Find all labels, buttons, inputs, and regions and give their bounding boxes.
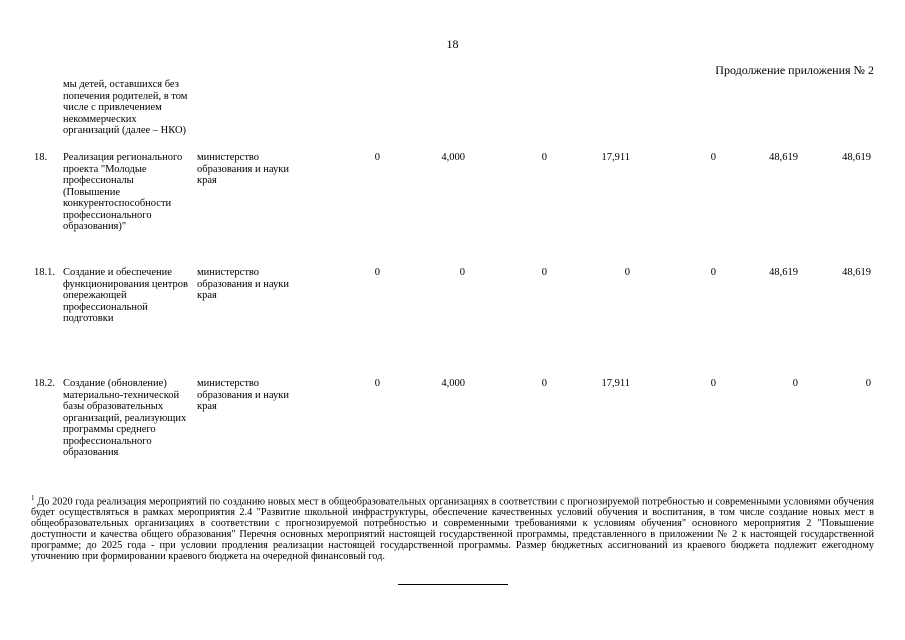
value-cell: 48,619 <box>842 152 871 163</box>
value-cell: 48,619 <box>769 267 798 278</box>
value-cell: 0 <box>541 152 547 163</box>
activity-name: Создание (обновление) материально-технической базы образовательных организаций, реализующих программы среднего профессионального образования <box>63 378 187 458</box>
value-cell: 0 <box>459 267 465 278</box>
row-number: 18. <box>34 152 48 163</box>
value-cell: 48,619 <box>842 267 871 278</box>
appendix-continuation-label: Продолжение приложения № 2 <box>715 63 874 77</box>
footnote <box>31 493 874 562</box>
value-cell: 48,619 <box>769 152 798 163</box>
value-cell: 0 <box>710 152 716 163</box>
value-cell: 0 <box>541 378 547 389</box>
activity-name: Создание и обеспечение функционирования центров опережающей профессиональной подготовки <box>63 267 188 324</box>
activity-name: Реализация регионального проекта "Молодые профессионалы (Повышение конкурентоспособности профессионального образования)" <box>63 152 183 232</box>
executor: министерство образования и науки края <box>197 267 289 301</box>
page-number: 18 <box>446 37 459 51</box>
row-number: 18.2. <box>34 378 55 389</box>
footnote-marker: 1 <box>31 494 35 502</box>
continued-cell-text: мы детей, оставшихся без попечения родителей, в том числе с привлечением некоммерческих организаций (далее – НКО) <box>63 79 188 136</box>
executor: министерство образования и науки края <box>197 152 289 186</box>
value-cell: 17,911 <box>601 152 630 163</box>
value-cell: 0 <box>374 378 380 389</box>
executor: министерство образования и науки края <box>197 378 289 412</box>
value-cell: 0 <box>374 267 380 278</box>
value-cell: 4,000 <box>441 152 465 163</box>
value-cell: 0 <box>792 378 798 389</box>
value-cell: 17,911 <box>601 378 630 389</box>
value-cell: 0 <box>624 267 630 278</box>
footer-divider <box>398 584 508 585</box>
row-number: 18.1. <box>34 267 55 278</box>
footnote-text: До 2020 года реализация мероприятий по созданию новых мест в общеобразовательных организациях в соответствии с прогнозируемой потребностью и современными условиями обучения будет осуществляться в рамках мероприятия 2.4 "Развитие школьной инфраструктуры, обеспечение качественных условий обучения и воспитания, в том числе создание новых мест в общеобразовательных организациях в соответствии с прогнозируемой потребностью и современными требованиями к условиям обучения" основного мероприятия 2 "Повышение доступности и качества общего образования" Перечня основных мероприятий настоящей государственной программы, представленного в приложении № 2 к настоящей государственной программе; до 2025 года - при условии продления реализации настоящей государственной программы. Размер бюджетных ассигнований из краевого бюджета подлежит ежегодному уточнению при формировании краевого бюджета на очередной финансовый год. <box>31 496 874 563</box>
value-cell: 4,000 <box>441 378 465 389</box>
value-cell: 0 <box>541 267 547 278</box>
value-cell: 0 <box>710 267 716 278</box>
value-cell: 0 <box>710 378 716 389</box>
value-cell: 0 <box>865 378 871 389</box>
value-cell: 0 <box>374 152 380 163</box>
